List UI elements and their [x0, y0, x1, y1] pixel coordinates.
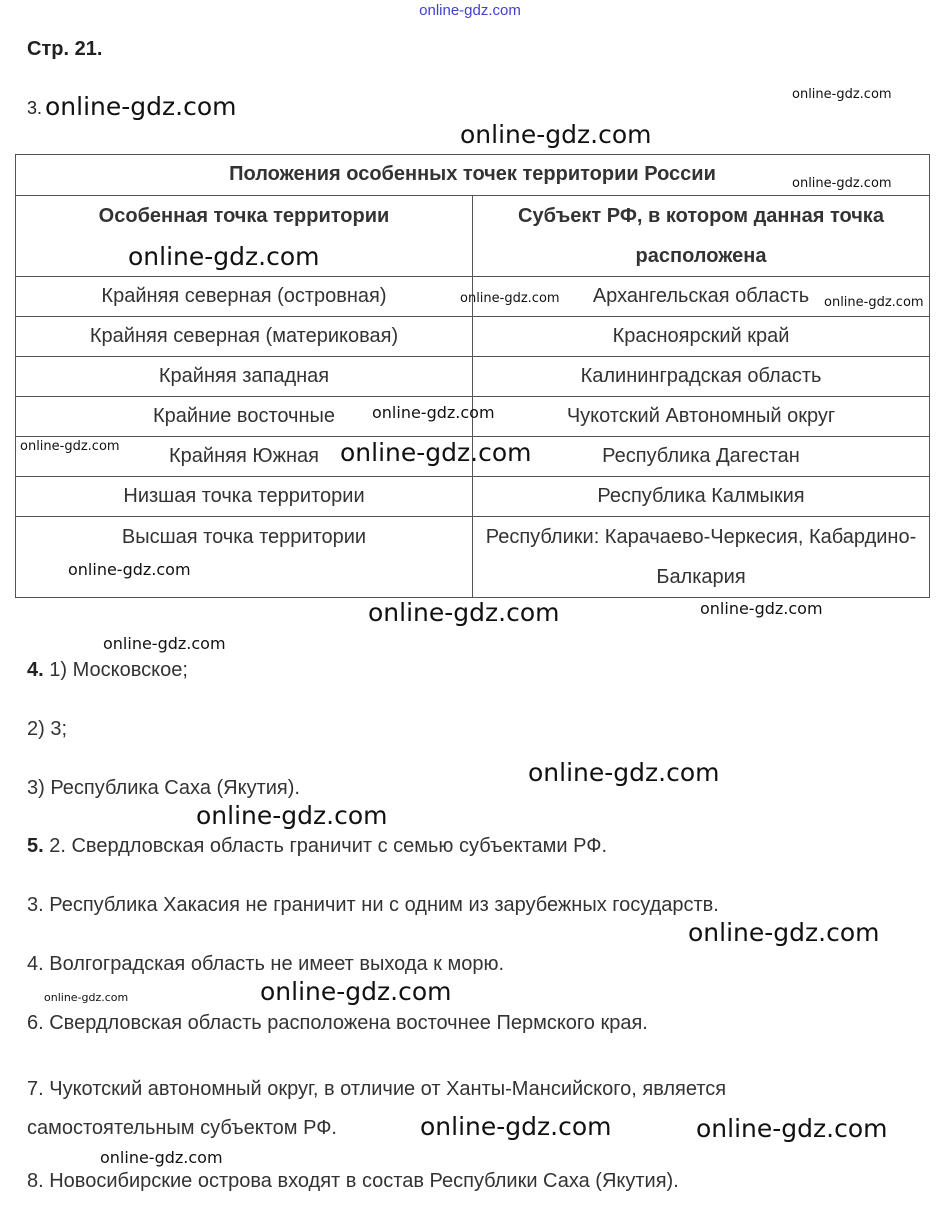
- watermark: online-gdz.com: [68, 560, 191, 579]
- watermark: online-gdz.com: [44, 991, 129, 1004]
- watermark: online-gdz.com: [103, 634, 226, 653]
- table-row: [16, 357, 930, 397]
- watermark: online-gdz.com: [100, 1148, 223, 1167]
- watermark: online-gdz.com: [20, 439, 120, 454]
- watermark: online-gdz.com: [196, 801, 388, 830]
- page-label: Стр. 21.: [27, 38, 103, 60]
- watermark: online-gdz.com: [528, 758, 720, 787]
- cell: Крайняя западная: [16, 357, 473, 397]
- watermark: online-gdz.com: [368, 598, 560, 627]
- table-row: [16, 477, 930, 517]
- territory-points-table: [15, 154, 930, 598]
- task-4-line: [27, 659, 188, 682]
- watermark: online-gdz.com: [460, 291, 560, 306]
- cell: Крайняя Южная: [16, 437, 473, 477]
- watermark: online-gdz.com: [696, 1114, 888, 1143]
- cell: Низшая точка территории: [16, 477, 473, 517]
- task-3-number: 3.: [27, 98, 43, 118]
- task-4-line: 2) 3;: [27, 718, 68, 740]
- task-5-line: 3. Республика Хакасия не граничит ни с одним из зарубежных государств.: [27, 894, 719, 916]
- cell: Республика Дагестан: [473, 437, 930, 477]
- table-title: Положения особенных точек территории России: [16, 155, 930, 196]
- cell: Калининградская область: [473, 357, 930, 397]
- cell: Высшая точка территории: [16, 517, 473, 598]
- task-4-number: 4.: [27, 659, 44, 681]
- task-4-line: 3) Республика Саха (Якутия).: [27, 777, 300, 799]
- watermark: online-gdz.com: [372, 403, 495, 422]
- watermark: online-gdz.com: [128, 242, 320, 271]
- task-5-line: 8. Новосибирские острова входят в состав Республики Саха (Якутия).: [27, 1170, 679, 1192]
- table-row: [16, 317, 930, 357]
- cell: Крайняя северная (материковая): [16, 317, 473, 357]
- cell: Республика Калмыкия: [473, 477, 930, 517]
- table-row: [16, 517, 930, 598]
- task-5-number: 5.: [27, 835, 44, 857]
- column-header: Особенная точка территории: [16, 196, 473, 277]
- watermark: online-gdz.com: [460, 120, 652, 149]
- cell: Крайние восточные: [16, 397, 473, 437]
- cell: Республики: Карачаево-Черкесия, Кабардино-Балкария: [473, 517, 930, 598]
- watermark: online-gdz.com: [700, 599, 823, 618]
- task-5-line: 7. Чукотский автономный округ, в отличие от Ханты-Мансийского, является самостоятельным субъектом РФ.: [27, 1078, 727, 1139]
- answer-text: 1) Московское;: [49, 659, 188, 681]
- task-5-line: [27, 835, 607, 858]
- answer-text: 2. Свердловская область граничит с семью субъектами РФ.: [49, 835, 608, 857]
- watermark: online-gdz.com: [688, 918, 880, 947]
- watermark: online-gdz.com: [340, 438, 532, 467]
- column-header: Субъект РФ, в котором данная точка расположена: [473, 196, 930, 277]
- watermark: online-gdz.com: [45, 92, 237, 121]
- cell: Чукотский Автономный округ: [473, 397, 930, 437]
- watermark: online-gdz.com: [824, 295, 924, 310]
- watermark: online-gdz.com: [792, 176, 892, 191]
- cell: Красноярский край: [473, 317, 930, 357]
- cell: Крайняя северная (островная): [16, 277, 473, 317]
- watermark: online-gdz.com: [260, 977, 452, 1006]
- task-5-line: 4. Волгоградская область не имеет выхода к морю.: [27, 953, 505, 975]
- cell: Архангельская область: [473, 277, 930, 317]
- site-link[interactable]: online-gdz.com: [419, 2, 521, 19]
- task-5-line: 6. Свердловская область расположена восточнее Пермского края.: [27, 1012, 648, 1034]
- watermark: online-gdz.com: [420, 1112, 612, 1141]
- watermark: online-gdz.com: [792, 87, 892, 102]
